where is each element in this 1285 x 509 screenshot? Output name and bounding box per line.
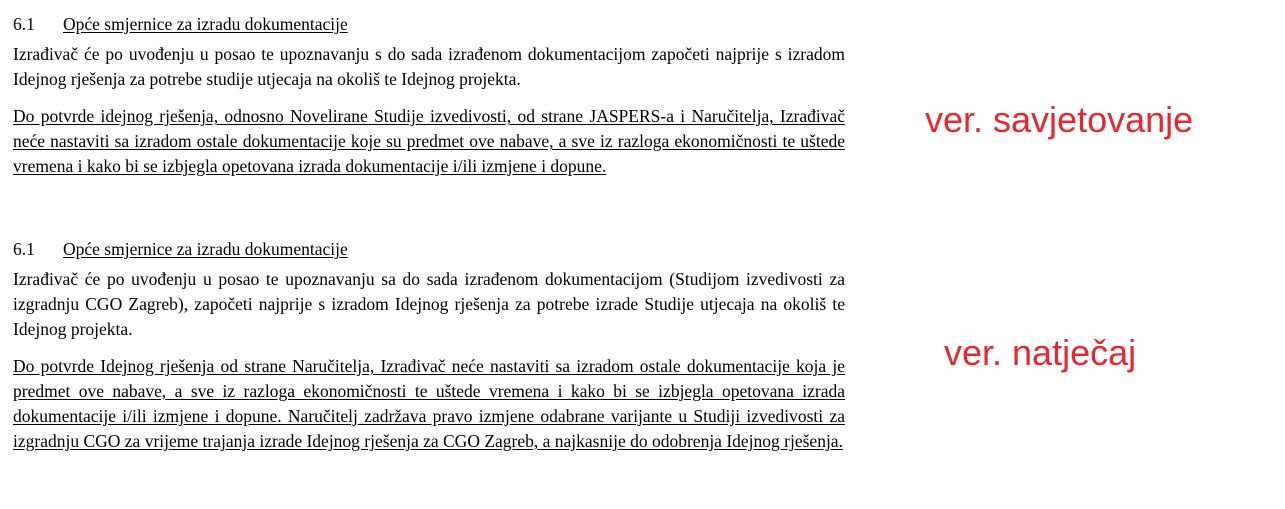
section-number: 6.1	[13, 14, 35, 34]
section-paragraph: Izrađivač će po uvođenju u posao te upoznavanju sa do sada izrađenom dokumentacijom (Studijom izvedivosti za izgradnju CGO Zagreb), započeti najprije s izradom Idejnog rješenja za potrebe izrade Studije utjecaja na okoliš te Idejnog projekta.	[13, 269, 845, 339]
version-label-natjecaj: ver. natječaj	[944, 332, 1137, 373]
version-label-savjetovanje: ver. savjetovanje	[925, 99, 1194, 140]
section-heading	[13, 237, 845, 261]
section-underlined-paragraph: Do potvrde Idejnog rješenja od strane Naručitelja, Izrađivač neće nastaviti sa izradom ostale dokumentacije koja je predmet ove nabave, a sve iz razloga ekonomičnosti te uštede vremena i kako bi se izbjegla opetovana izrada dokumentacije i/ili izmjene i dopune. Naručitelj zadržava pravo izmjene odabrane varijante u Studiji izvedivosti za izgradnju CGO za vrijeme trajanja izrade Idejnog rješenja za CGO Zagreb, a najkasnije do odobrenja Idejnog rješenja.	[13, 356, 845, 451]
document-section-savjetovanje	[13, 12, 845, 191]
document-section-natjecaj	[13, 237, 845, 466]
section-title: Opće smjernice za izradu dokumentacije	[63, 14, 348, 34]
section-title: Opće smjernice za izradu dokumentacije	[63, 239, 348, 259]
section-underlined-paragraph: Do potvrde idejnog rješenja, odnosno Novelirane Studije izvedivosti, od strane JASPERS-a i Naručitelja, Izrađivač neće nastaviti sa izradom ostale dokumentacije koje su predmet ove nabave, a sve iz razloga ekonomičnosti te uštede vremena i kako bi se izbjegla opetovana izrada dokumentacije i/ili izmjene i dopune.	[13, 106, 845, 176]
section-heading	[13, 12, 845, 36]
section-paragraph: Izrađivač će po uvođenju u posao te upoznavanju s do sada izrađenom dokumentacijom započeti najprije s izradom Idejnog rješenja za potrebe studije utjecaja na okoliš te Idejnog projekta.	[13, 44, 845, 89]
section-number: 6.1	[13, 239, 35, 259]
